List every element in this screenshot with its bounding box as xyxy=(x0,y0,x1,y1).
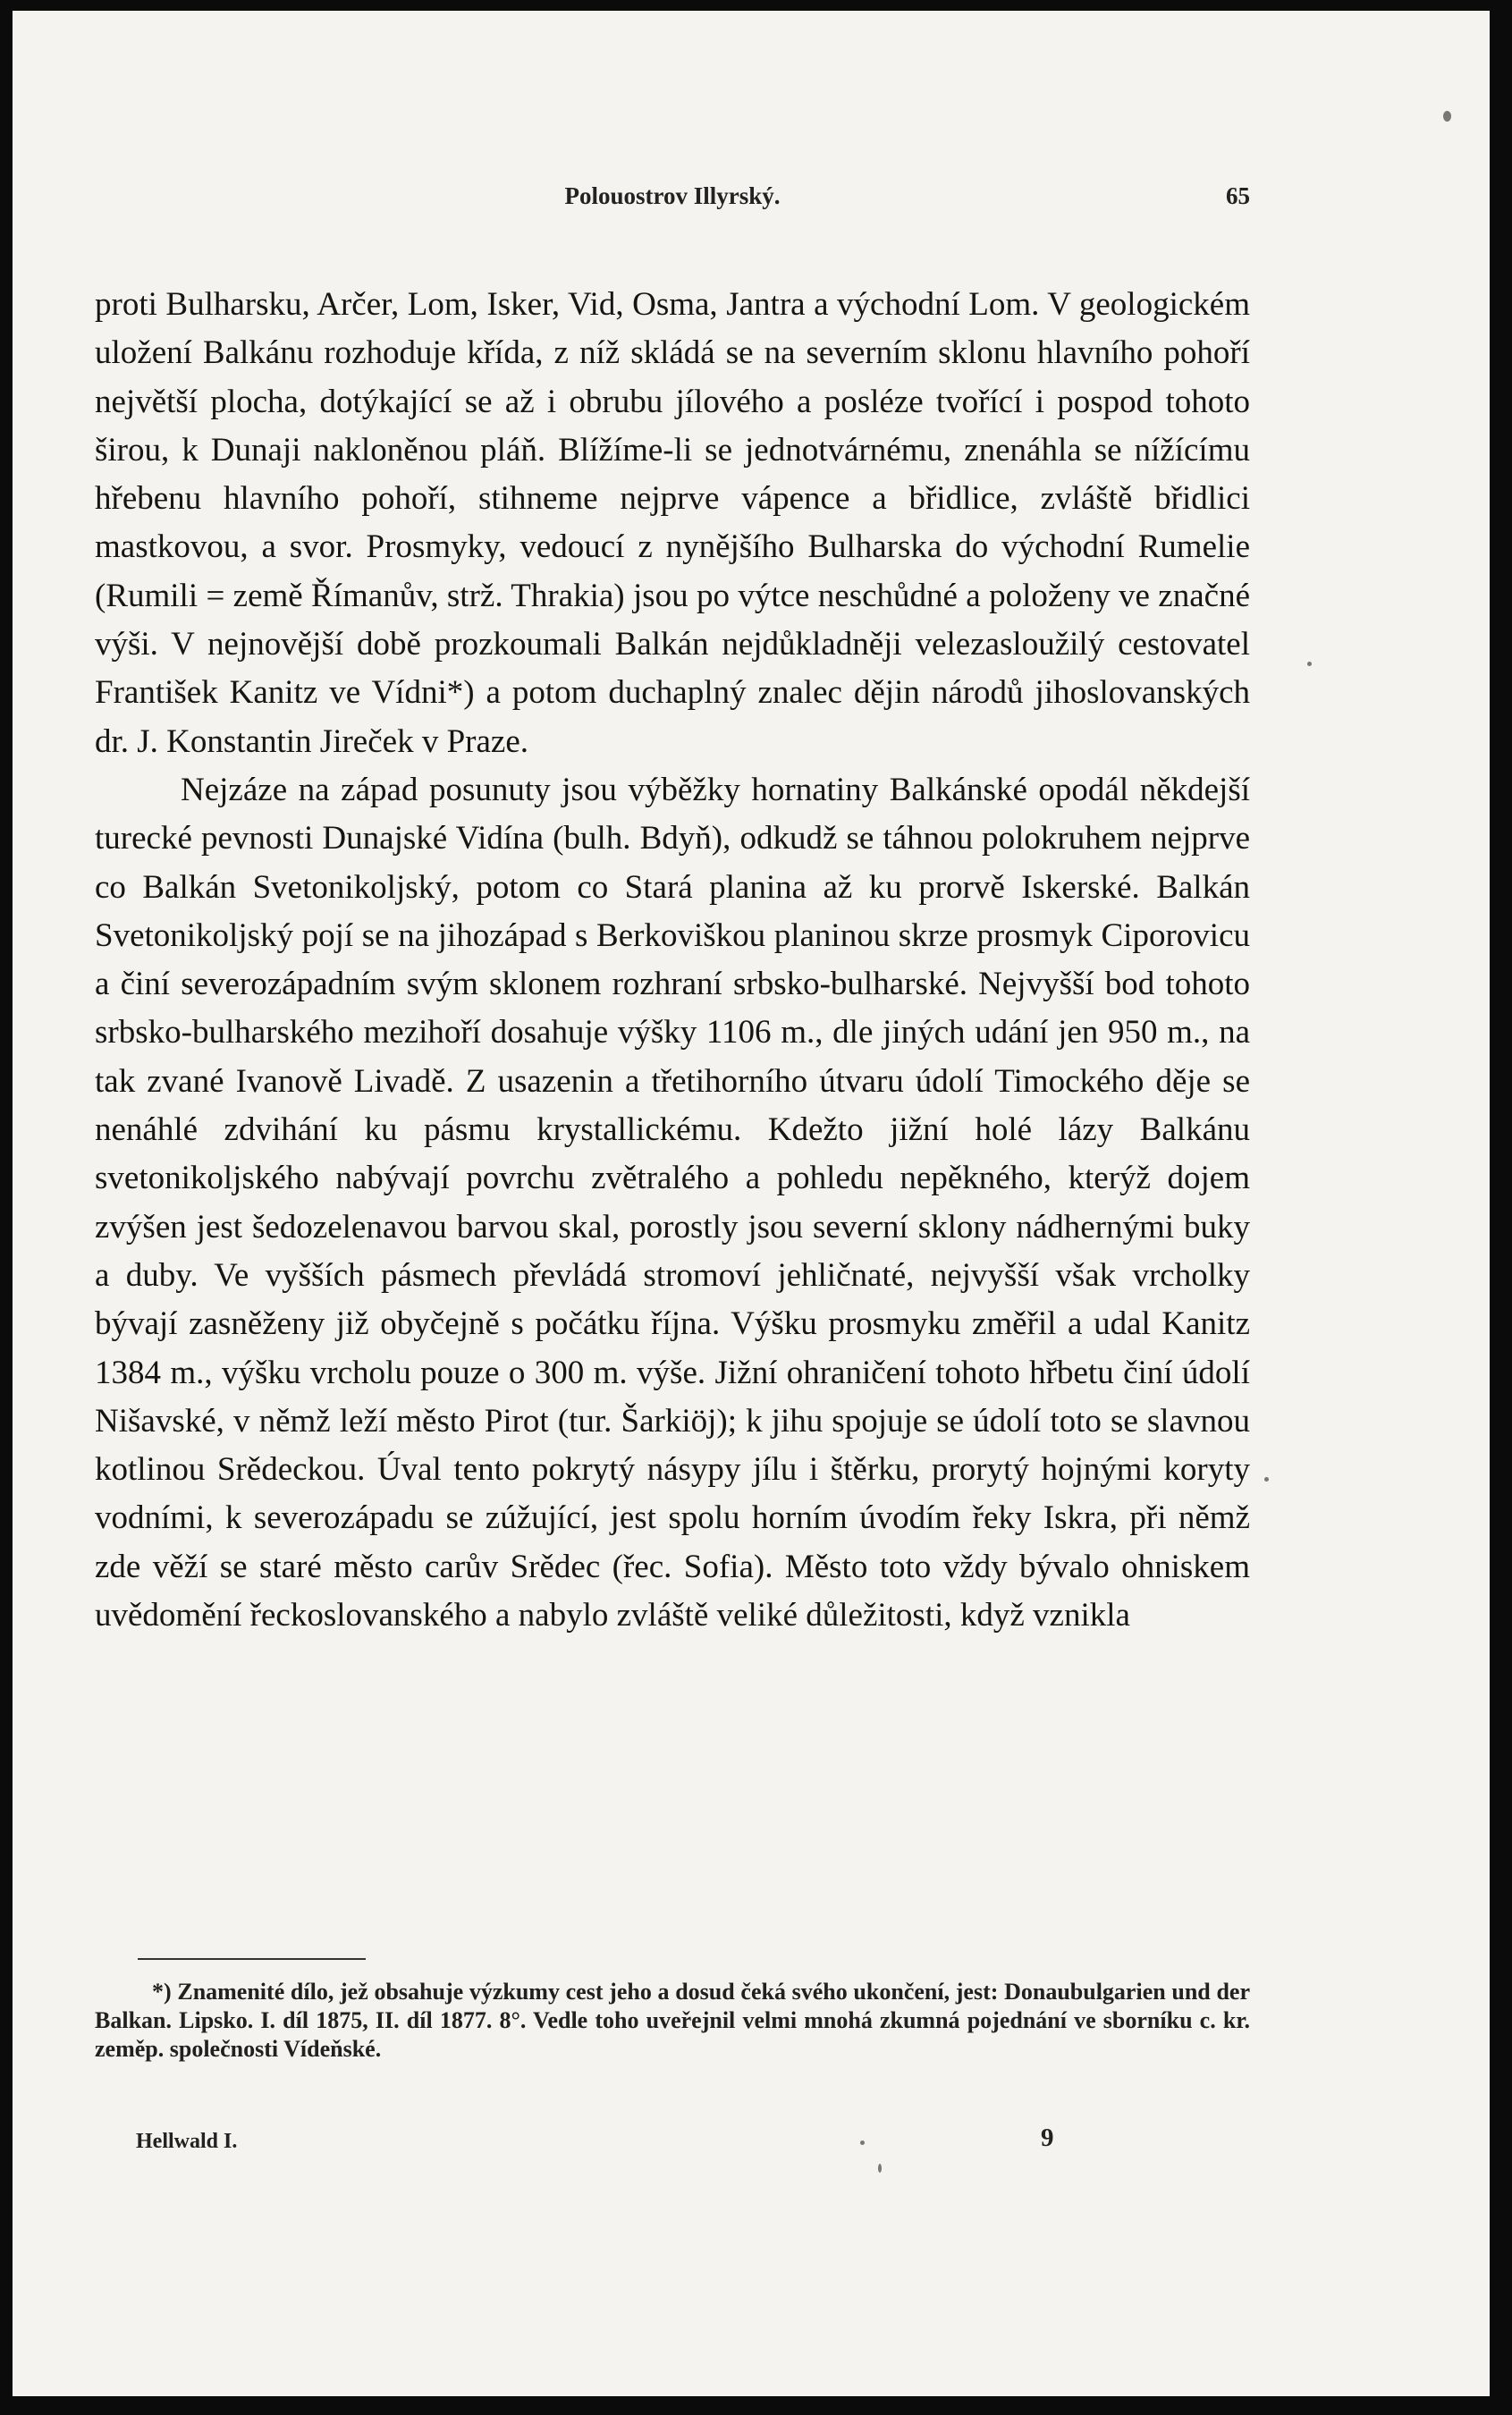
paper-speck xyxy=(1307,662,1312,666)
paper-speck xyxy=(1264,1477,1269,1482)
sheet-number: 9 xyxy=(1041,2124,1054,2152)
paragraph-continuation: proti Bulharsku, Arčer, Lom, Isker, Vid, Osma, Jantra a východní Lom. V geologickém uložení Balkánu rozhoduje křída, z níž skládá se na severním sklonu hlavního pohoří největší plocha, dotýkající se až i obrubu jílového a posléze tvořící i pospod tohoto širou, k Dunaji nakloněnou pláň. Blížíme-li se jednotvárnému, znenáhla se nížícímu hřebenu hlavního pohoří, stihneme nejprve vápence a břidlice, zvláště břidlici mastkovou, a svor. Prosmyky, vedoucí z nynějšího Bulharska do východní Rumelie (Rumili = země Římanův, strž. Thrakia) jsou po výtce neschůdné a položeny ve značné výši. V nejnovější době prozkoumali Balkán nejdůkladněji velezasloužilý cestovatel František Kanitz ve Vídni*) a potom duchaplný znalec dějin národů jihoslovanských dr. J. Konstantin Jireček v Praze. xyxy=(95,286,1250,760)
page-number: 65 xyxy=(1226,182,1250,209)
footnote-text: *) Znamenité dílo, jež obsahuje výzkumy cest jeho a dosud čeká svého ukončení, jest: Donaubulgarien und der Balkan. Lipsko. I. díl 1875, II. díl 1877. 8°. Vedle toho uveřejnil velmi mnohá zkumná pojednání ve sborníku c. kr. zeměp. společnosti Vídeňské. xyxy=(95,1979,1250,2062)
printer-signature: Hellwald I. xyxy=(136,2130,238,2153)
paper-speck xyxy=(860,2141,865,2145)
paper-speck xyxy=(878,2164,882,2173)
paragraph-balkan-west: Nejzáze na západ posunuty jsou výběžky hornatiny Balkánské opodál někdejší turecké pevnosti Dunajské Vidína (bulh. Bdyň), odkudž se táhnou polokruhem nejprve co Balkán Svetonikoljský, potom co Stará planina až ku prorvě Iskerské. Balkán Svetonikoljský pojí se na jihozápad s Berkoviškou planinou skrze prosmyk Ciporovicu a činí severozápadním svým sklonem rozhraní srbsko-bulharské. Nejvyšší bod tohoto srbsko-bulharského mezihoří dosahuje výšky 1106 m., dle jiných udání jen 950 m., na tak zvané Ivanově Livadě. Z usazenin a třetihorního útvaru údolí Timockého děje se nenáhlé zdvihání ku pásmu krystallickému. Kdežto jižní holé lázy Balkánu svetonikoljského nabývají povrchu zvětralého a pohledu nepěkného, kterýž dojem zvýšen jest šedozelenavou barvou skal, porostly jsou severní sklony nádhernými buky a duby. Ve vyšších pásmech převládá stromoví jehličnaté, nejvyšší však vrcholky bývají zasněženy již obyčejně s počátku října. Výšku prosmyku změřil a udal Kanitz 1384 m., výšku vrcholu pouze o 300 m. výše. Jižní ohraničení tohoto hřbetu činí údolí Nišavské, v němž leží město Pirot (tur. Šarkiöj); k jihu spojuje se údolí toto se slavnou kotlinou Srědeckou. Úval tento pokrytý násypy jílu i štěrku, prorytý hojnými koryty vodními, k severozápadu se zúžující, jest spolu horním úvodím řeky Iskra, při němž zde věží se staré město carův Srědec (řec. Sofia). Město toto vždy bývalo ohniskem uvědomění řeckoslovanského a nabylo zvláště veliké důležitosti, když vznikla xyxy=(95,771,1250,1634)
footnote-rule xyxy=(138,1958,366,1960)
footnote xyxy=(95,1978,1250,2064)
paper-speck xyxy=(1443,111,1451,122)
running-head-title: Polouostrov Illyrský. xyxy=(564,182,781,209)
book-page xyxy=(13,11,1490,2396)
body-text xyxy=(95,281,1250,1640)
